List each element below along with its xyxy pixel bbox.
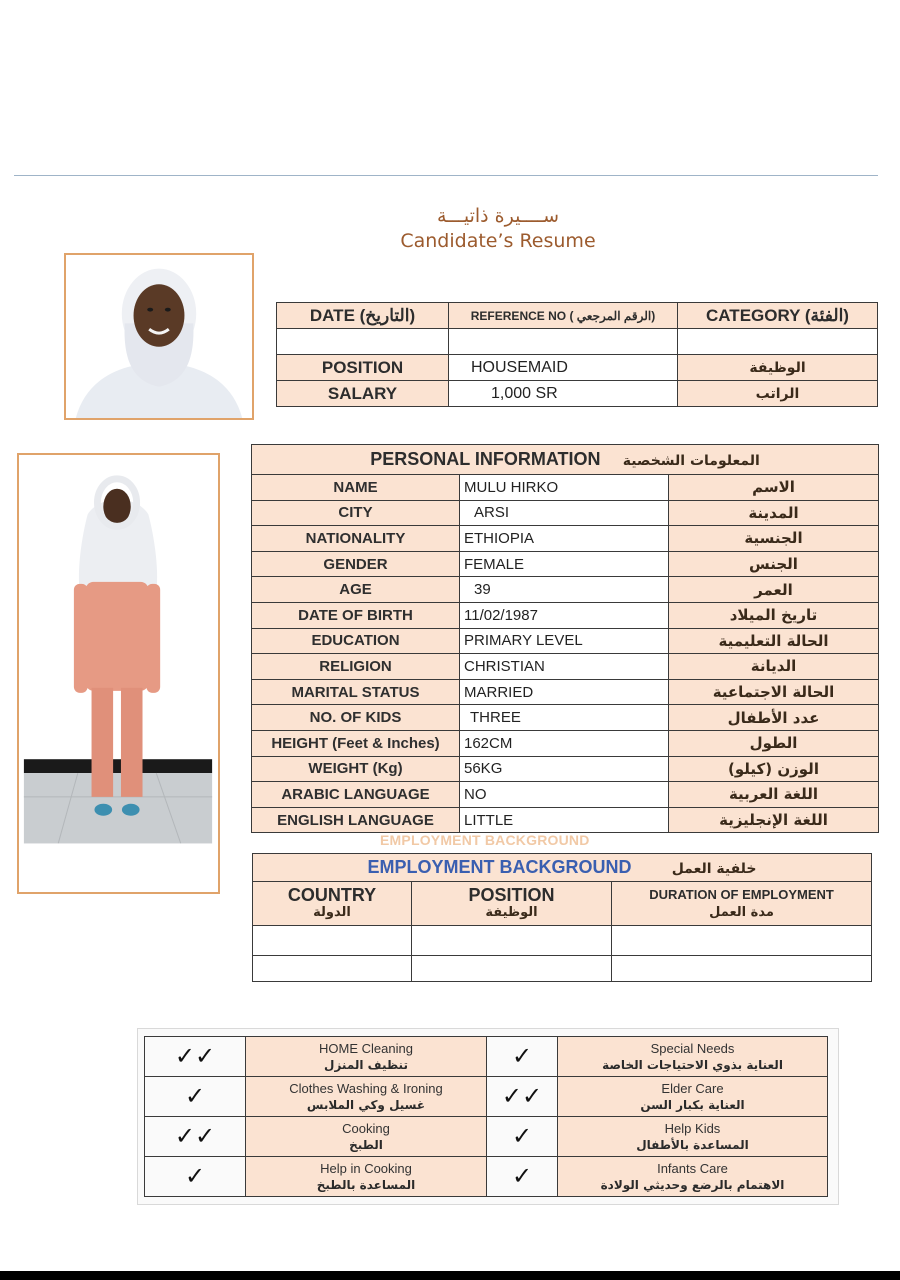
field-value: 39 (460, 577, 669, 603)
field-value: THREE (460, 705, 669, 731)
country-column-header (253, 882, 412, 926)
field-label: GENDER (252, 551, 460, 577)
top-divider-line (14, 175, 878, 176)
resume-title-english: Candidate’s Resume (400, 230, 596, 252)
skill-name-english: Help in Cooking (320, 1160, 412, 1176)
personal-heading-arabic: المعلومات الشخصية (622, 453, 760, 469)
skill-cell (558, 1117, 828, 1157)
summary-table (276, 302, 878, 407)
table-row (252, 679, 879, 705)
employment-heading (253, 854, 872, 882)
skill-name-arabic: العناية بذوي الاحتياجات الخاصة (602, 1057, 783, 1072)
skill-name-arabic: غسيل وكي الملابس (306, 1097, 426, 1112)
table-row (252, 551, 879, 577)
table-row (252, 475, 879, 501)
field-label-arabic: تاريخ الميلاد (669, 602, 879, 628)
check-mark-icon: ✓ (487, 1117, 558, 1157)
reference-value (449, 329, 678, 355)
position-header-arabic: الوظيفة (485, 904, 538, 920)
field-value: ETHIOPIA (460, 526, 669, 552)
skill-name-arabic: الاهتمام بالرضع وحديثي الولادة (600, 1177, 785, 1192)
field-label: ENGLISH LANGUAGE (252, 807, 460, 833)
field-label: CITY (252, 500, 460, 526)
field-label: ARABIC LANGUAGE (252, 782, 460, 808)
field-label: NO. OF KIDS (252, 705, 460, 731)
field-value: ARSI (460, 500, 669, 526)
employment-country-cell (253, 926, 412, 956)
field-label-arabic: الجنس (669, 551, 879, 577)
field-label: HEIGHT (Feet & Inches) (252, 730, 460, 756)
check-mark-icon: ✓✓ (487, 1077, 558, 1117)
table-row (253, 926, 872, 956)
table-row (145, 1117, 828, 1157)
field-label-arabic: الوزن (كيلو) (669, 756, 879, 782)
resume-title-arabic: ســــيرة ذاتيـــة (436, 205, 560, 227)
full-body-photo (17, 453, 220, 894)
skill-cell (246, 1117, 487, 1157)
skill-name-english: Cooking (342, 1120, 390, 1136)
salary-label-arabic: الراتب (678, 381, 878, 407)
personal-heading-english: PERSONAL INFORMATION (370, 449, 601, 469)
field-label: EDUCATION (252, 628, 460, 654)
table-row (145, 1157, 828, 1197)
headshot-photo (64, 253, 254, 420)
field-label-arabic: الحالة التعليمية (669, 628, 879, 654)
field-label-arabic: اللغة العربية (669, 782, 879, 808)
field-label-arabic: الاسم (669, 475, 879, 501)
position-header-english: POSITION (468, 884, 555, 905)
field-label-arabic: عدد الأطفال (669, 705, 879, 731)
skill-cell (246, 1037, 487, 1077)
field-value: MARRIED (460, 679, 669, 705)
duration-header-arabic: مدة العمل (709, 904, 774, 920)
check-mark-icon: ✓ (145, 1077, 246, 1117)
skill-name-english: Clothes Washing & Ironing (289, 1080, 443, 1096)
country-header-arabic: الدولة (313, 904, 351, 920)
skill-cell (558, 1157, 828, 1197)
bottom-edge-bar (0, 1271, 900, 1280)
field-value: NO (460, 782, 669, 808)
check-mark-icon: ✓✓ (145, 1117, 246, 1157)
skill-name-arabic: العناية بكبار السن (640, 1097, 745, 1112)
field-label: DATE OF BIRTH (252, 602, 460, 628)
skill-name-english: Help Kids (664, 1120, 721, 1136)
employment-heading-arabic: خلفية العمل (671, 861, 757, 877)
skills-table (144, 1036, 828, 1197)
personal-info-heading (252, 445, 879, 475)
category-value (678, 329, 878, 355)
employment-heading-english: EMPLOYMENT BACKGROUND (367, 857, 632, 877)
position-column-header (412, 882, 612, 926)
employment-position-cell (412, 956, 612, 982)
table-row (252, 654, 879, 680)
table-row (252, 500, 879, 526)
country-header-english: COUNTRY (287, 884, 377, 905)
field-label-arabic: الديانة (669, 654, 879, 680)
table-row (252, 628, 879, 654)
field-value: PRIMARY LEVEL (460, 628, 669, 654)
field-value: 11/02/1987 (460, 602, 669, 628)
field-value: FEMALE (460, 551, 669, 577)
check-mark-icon: ✓ (487, 1157, 558, 1197)
field-label: NAME (252, 475, 460, 501)
field-label: AGE (252, 577, 460, 603)
skill-cell (558, 1037, 828, 1077)
check-mark-icon: ✓ (145, 1157, 246, 1197)
skill-name-english: Special Needs (650, 1040, 735, 1056)
skill-name-arabic: المساعدة بالطبخ (316, 1177, 416, 1192)
skill-cell (246, 1077, 487, 1117)
field-label-arabic: المدينة (669, 500, 879, 526)
check-mark-icon: ✓✓ (145, 1037, 246, 1077)
field-value: LITTLE (460, 807, 669, 833)
table-row (252, 730, 879, 756)
field-label: MARITAL STATUS (252, 679, 460, 705)
employment-duration-cell (612, 926, 872, 956)
date-value (277, 329, 449, 355)
salary-value: 1,000 SR (449, 381, 678, 407)
skill-cell (558, 1077, 828, 1117)
salary-label: SALARY (277, 381, 449, 407)
field-value: MULU HIRKO (460, 475, 669, 501)
table-row (252, 756, 879, 782)
skill-name-english: Elder Care (661, 1080, 724, 1096)
reference-header: REFERENCE NO ( الرقم المرجعي) (449, 303, 678, 329)
table-row (252, 705, 879, 731)
field-label: NATIONALITY (252, 526, 460, 552)
table-row (145, 1037, 828, 1077)
table-row (252, 577, 879, 603)
position-value: HOUSEMAID (449, 355, 678, 381)
position-label-arabic: الوظيفة (678, 355, 878, 381)
field-label-arabic: العمر (669, 577, 879, 603)
category-header: CATEGORY (الفئة) (678, 303, 878, 329)
skill-name-english: HOME Cleaning (319, 1040, 413, 1056)
table-row (253, 956, 872, 982)
duration-header-english: DURATION OF EMPLOYMENT (649, 886, 834, 902)
check-mark-icon: ✓ (487, 1037, 558, 1077)
position-label: POSITION (277, 355, 449, 381)
employment-background-faded-heading: EMPLOYMENT BACKGROUND (380, 832, 590, 848)
duration-column-header (612, 882, 872, 926)
skill-name-english: Infants Care (657, 1160, 728, 1176)
field-label: WEIGHT (Kg) (252, 756, 460, 782)
employment-country-cell (253, 956, 412, 982)
field-label-arabic: الحالة الاجتماعية (669, 679, 879, 705)
table-row (252, 807, 879, 833)
field-value: 56KG (460, 756, 669, 782)
skill-name-arabic: الطبخ (349, 1137, 383, 1152)
table-row (252, 526, 879, 552)
table-row (145, 1077, 828, 1117)
field-label-arabic: الطول (669, 730, 879, 756)
skill-name-arabic: المساعدة بالأطفال (636, 1137, 749, 1152)
employment-table (252, 853, 872, 982)
date-header: DATE (التاريخ) (277, 303, 449, 329)
employment-position-cell (412, 926, 612, 956)
employment-duration-cell (612, 956, 872, 982)
field-label-arabic: اللغة الإنجليزية (669, 807, 879, 833)
field-label: RELIGION (252, 654, 460, 680)
field-value: 162CM (460, 730, 669, 756)
field-value: CHRISTIAN (460, 654, 669, 680)
skill-name-arabic: تنظيف المنزل (324, 1057, 408, 1072)
table-row (252, 602, 879, 628)
skill-cell (246, 1157, 487, 1197)
field-label-arabic: الجنسية (669, 526, 879, 552)
personal-info-table (251, 444, 879, 833)
table-row (252, 782, 879, 808)
